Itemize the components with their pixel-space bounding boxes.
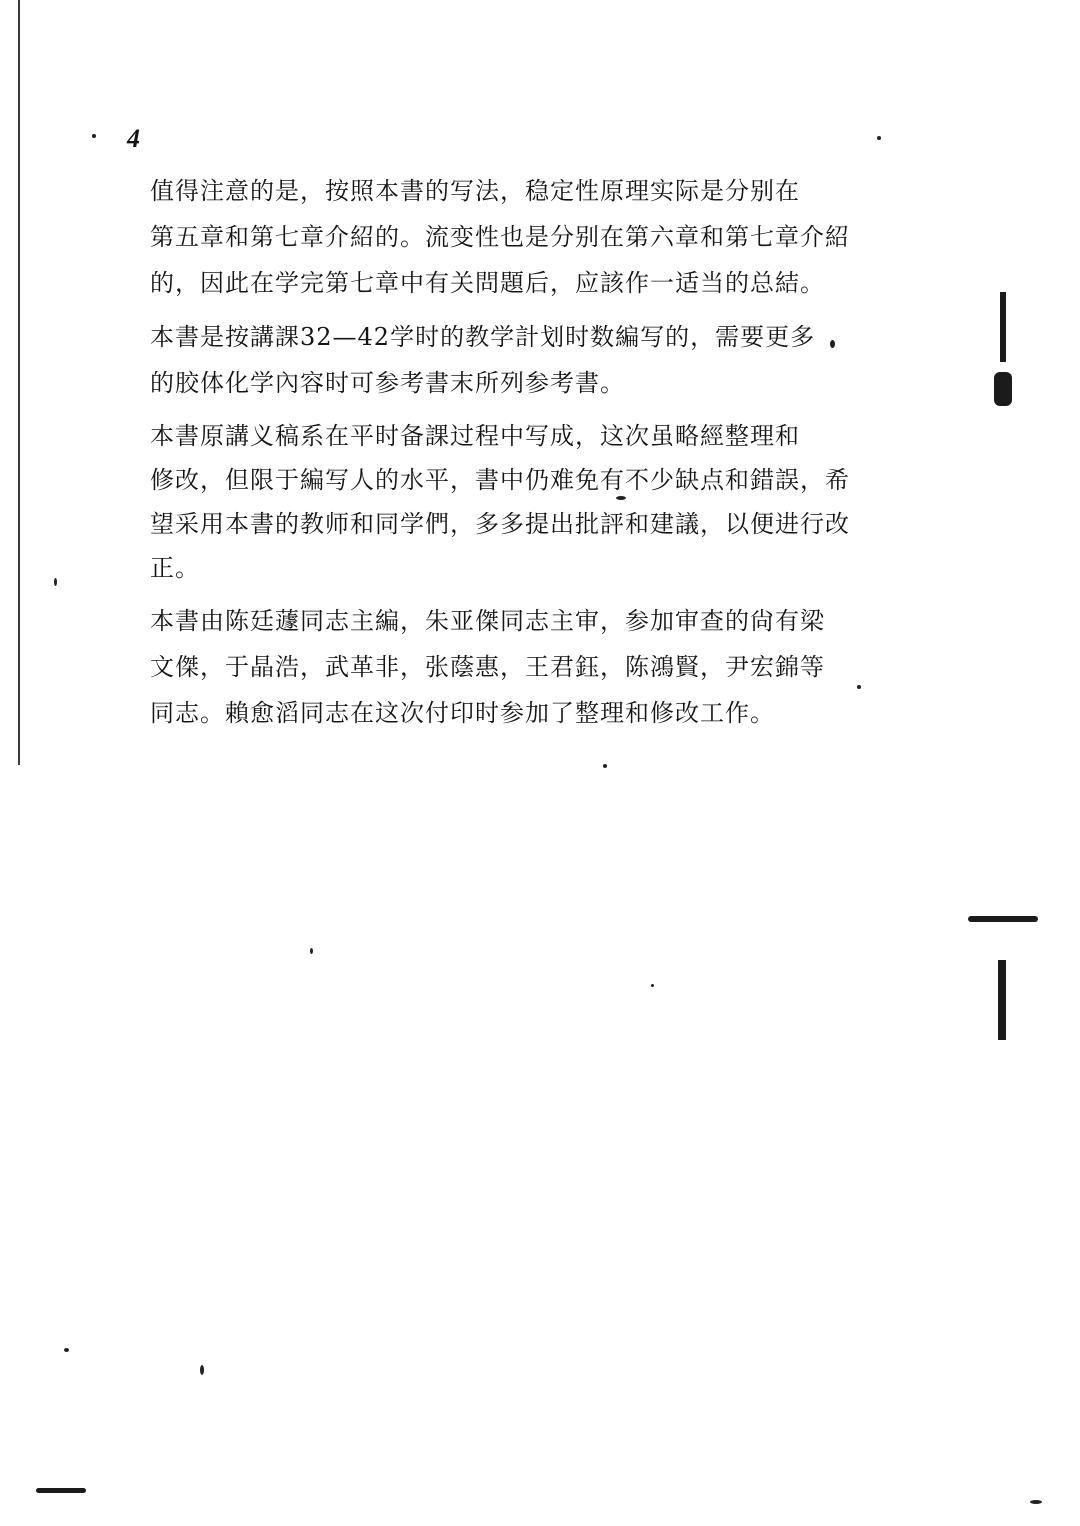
binding-edge-line [18, 0, 20, 765]
scan-speck [877, 136, 881, 140]
scan-speck [54, 578, 57, 586]
margin-scan-mark [994, 372, 1012, 406]
page-number: 4 [127, 124, 140, 153]
scan-speck [64, 1348, 69, 1352]
scan-speck [651, 984, 654, 987]
text-line: 本書由陈廷蘧同志主編，朱亚傑同志主审，参加审查的尙有梁 [150, 607, 825, 635]
scan-speck [92, 134, 96, 138]
text-line: 文傑，于晶浩，武革非，张蔭惠，王君鈺，陈鴻賢，尹宏錦等 [150, 653, 825, 681]
text-line: 修改，但限于編写人的水平，書中仍难免有不少缺点和錯誤，希 [150, 466, 850, 494]
scan-speck [616, 496, 626, 500]
paragraph-revision-note [102, 414, 862, 590]
scan-speck [603, 764, 607, 768]
text-line: 的，因此在学完第七章中有关問題后，应該作一适当的总結。 [150, 269, 825, 297]
text-line: 的胶体化学內容时可参考書末所列参考書。 [150, 369, 625, 397]
margin-scan-mark [36, 1488, 86, 1493]
scan-speck [830, 340, 835, 348]
paragraph-teaching-hours [102, 314, 862, 406]
text-line: 望采用本書的教师和同学們，多多提出批評和建議，以便进行改 [150, 510, 850, 538]
margin-scan-mark [1000, 292, 1006, 362]
text-line: 值得注意的是，按照本書的写法，稳定性原理实际是分别在 [150, 177, 800, 205]
paragraph-stability-note [102, 168, 862, 306]
text-line: 本書是按講課32—42学时的教学計划时数編写的，需要更多 [150, 323, 816, 351]
scan-speck [857, 685, 861, 689]
text-line: 正。 [150, 554, 200, 582]
scan-speck [200, 1365, 204, 1375]
body-text [102, 168, 862, 744]
text-line: 第五章和第七章介紹的。流变性也是分别在第六章和第七章介紹 [150, 223, 850, 251]
paragraph-editors [102, 598, 862, 736]
margin-scan-mark [998, 960, 1006, 1040]
text-line: 本書原講义稿系在平时备課过程中写成，这次虽略經整理和 [150, 422, 800, 450]
margin-scan-mark [968, 916, 1038, 922]
scan-speck [310, 948, 313, 954]
scan-speck [1030, 1500, 1042, 1504]
text-line: 同志。賴愈滔同志在这次付印时参加了整理和修改工作。 [150, 699, 775, 727]
